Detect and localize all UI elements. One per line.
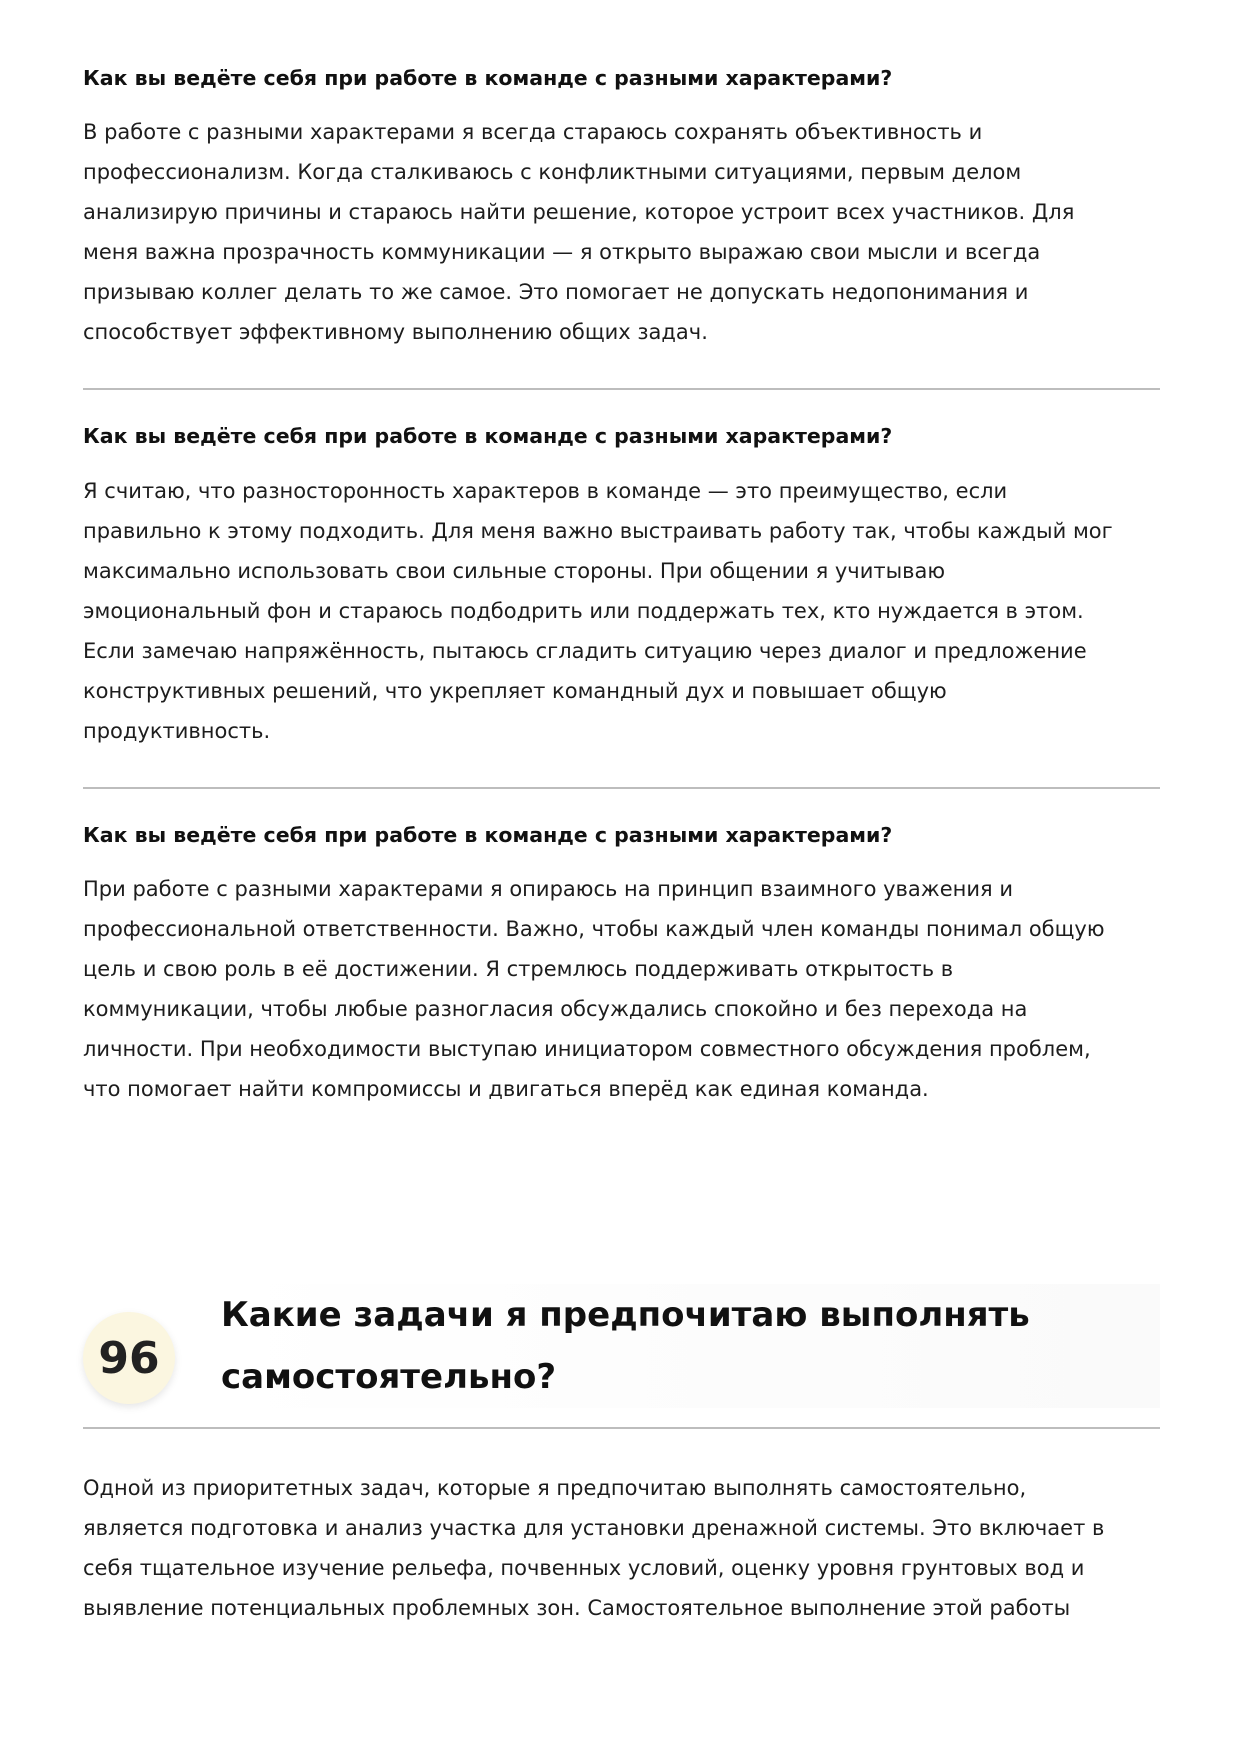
answer-line: конструктивных решений, что укрепляет командный дух и повышает общую bbox=[83, 679, 947, 703]
section-number-badge: 96 bbox=[83, 1312, 175, 1404]
section-title-line: Какие задачи я предпочитаю выполнять bbox=[221, 1295, 1030, 1335]
question-heading: Как вы ведёте себя при работе в команде с разными характерами? bbox=[83, 66, 893, 90]
answer-paragraph bbox=[83, 869, 1105, 1109]
answer-paragraph bbox=[83, 112, 1074, 352]
answer-line: личности. При необходимости выступаю инициатором совместного обсуждения проблем, bbox=[83, 1037, 1091, 1061]
answer-line: профессиональной ответственности. Важно, чтобы каждый член команды понимал общую bbox=[83, 917, 1105, 941]
answer-line: коммуникации, чтобы любые разногласия обсуждались спокойно и без перехода на bbox=[83, 997, 1028, 1021]
answer-line: анализирую причины и стараюсь найти решение, которое устроит всех участников. Для bbox=[83, 200, 1075, 224]
answer-line: правильно к этому подходить. Для меня важно выстраивать работу так, чтобы каждый мог bbox=[83, 519, 1113, 543]
answer-paragraph bbox=[83, 471, 1113, 751]
answer-line: меня важна прозрачность коммуникации — я открыто выражаю свои мысли и всегда bbox=[83, 240, 1041, 264]
answer-line: Я считаю, что разносторонность характеров в команде — это преимущество, если bbox=[83, 479, 1008, 503]
body-line: выявление потенциальных проблемных зон. Самостоятельное выполнение этой работы bbox=[83, 1596, 1071, 1620]
section-body-paragraph bbox=[83, 1468, 1104, 1628]
body-line: Одной из приоритетных задач, которые я предпочитаю выполнять самостоятельно, bbox=[83, 1476, 1027, 1500]
answer-line: При работе с разными характерами я опираюсь на принцип взаимного уважения и bbox=[83, 877, 1013, 901]
section-title bbox=[221, 1284, 1160, 1408]
qa-block-3 bbox=[83, 821, 892, 849]
answer-line: призываю коллег делать то же самое. Это помогает не допускать недопонимания и bbox=[83, 280, 1029, 304]
answer-line: что помогает найти компромиссы и двигаться вперёд как единая команда. bbox=[83, 1077, 929, 1101]
answer-line: способствует эффективному выполнению общих задач. bbox=[83, 320, 708, 344]
answer-line: продуктивность. bbox=[83, 719, 271, 743]
question-heading: Как вы ведёте себя при работе в команде с разными характерами? bbox=[83, 823, 893, 847]
qa-block-2 bbox=[83, 422, 892, 450]
answer-line: максимально использовать свои сильные стороны. При общении я учитываю bbox=[83, 559, 946, 583]
answer-line: Если замечаю напряжённость, пытаюсь сгладить ситуацию через диалог и предложение bbox=[83, 639, 1087, 663]
body-line: себя тщательное изучение рельефа, почвенных условий, оценку уровня грунтовых вод и bbox=[83, 1556, 1085, 1580]
answer-line: профессионализм. Когда сталкиваюсь с конфликтными ситуациями, первым делом bbox=[83, 160, 1022, 184]
section-header-divider bbox=[83, 1427, 1160, 1429]
answer-line: эмоциональный фон и стараюсь подбодрить или поддержать тех, кто нуждается в этом. bbox=[83, 599, 1084, 623]
answer-line: цель и свою роль в её достижении. Я стремлюсь поддерживать открытость в bbox=[83, 957, 954, 981]
section-divider bbox=[83, 787, 1160, 789]
answer-line: В работе с разными характерами я всегда стараюсь сохранять объективность и bbox=[83, 120, 983, 144]
body-line: является подготовка и анализ участка для установки дренажной системы. Это включает в bbox=[83, 1516, 1105, 1540]
section-title-line: самостоятельно? bbox=[221, 1357, 557, 1397]
section-divider bbox=[83, 388, 1160, 390]
question-heading: Как вы ведёте себя при работе в команде с разными характерами? bbox=[83, 424, 893, 448]
qa-block-1 bbox=[83, 64, 892, 92]
